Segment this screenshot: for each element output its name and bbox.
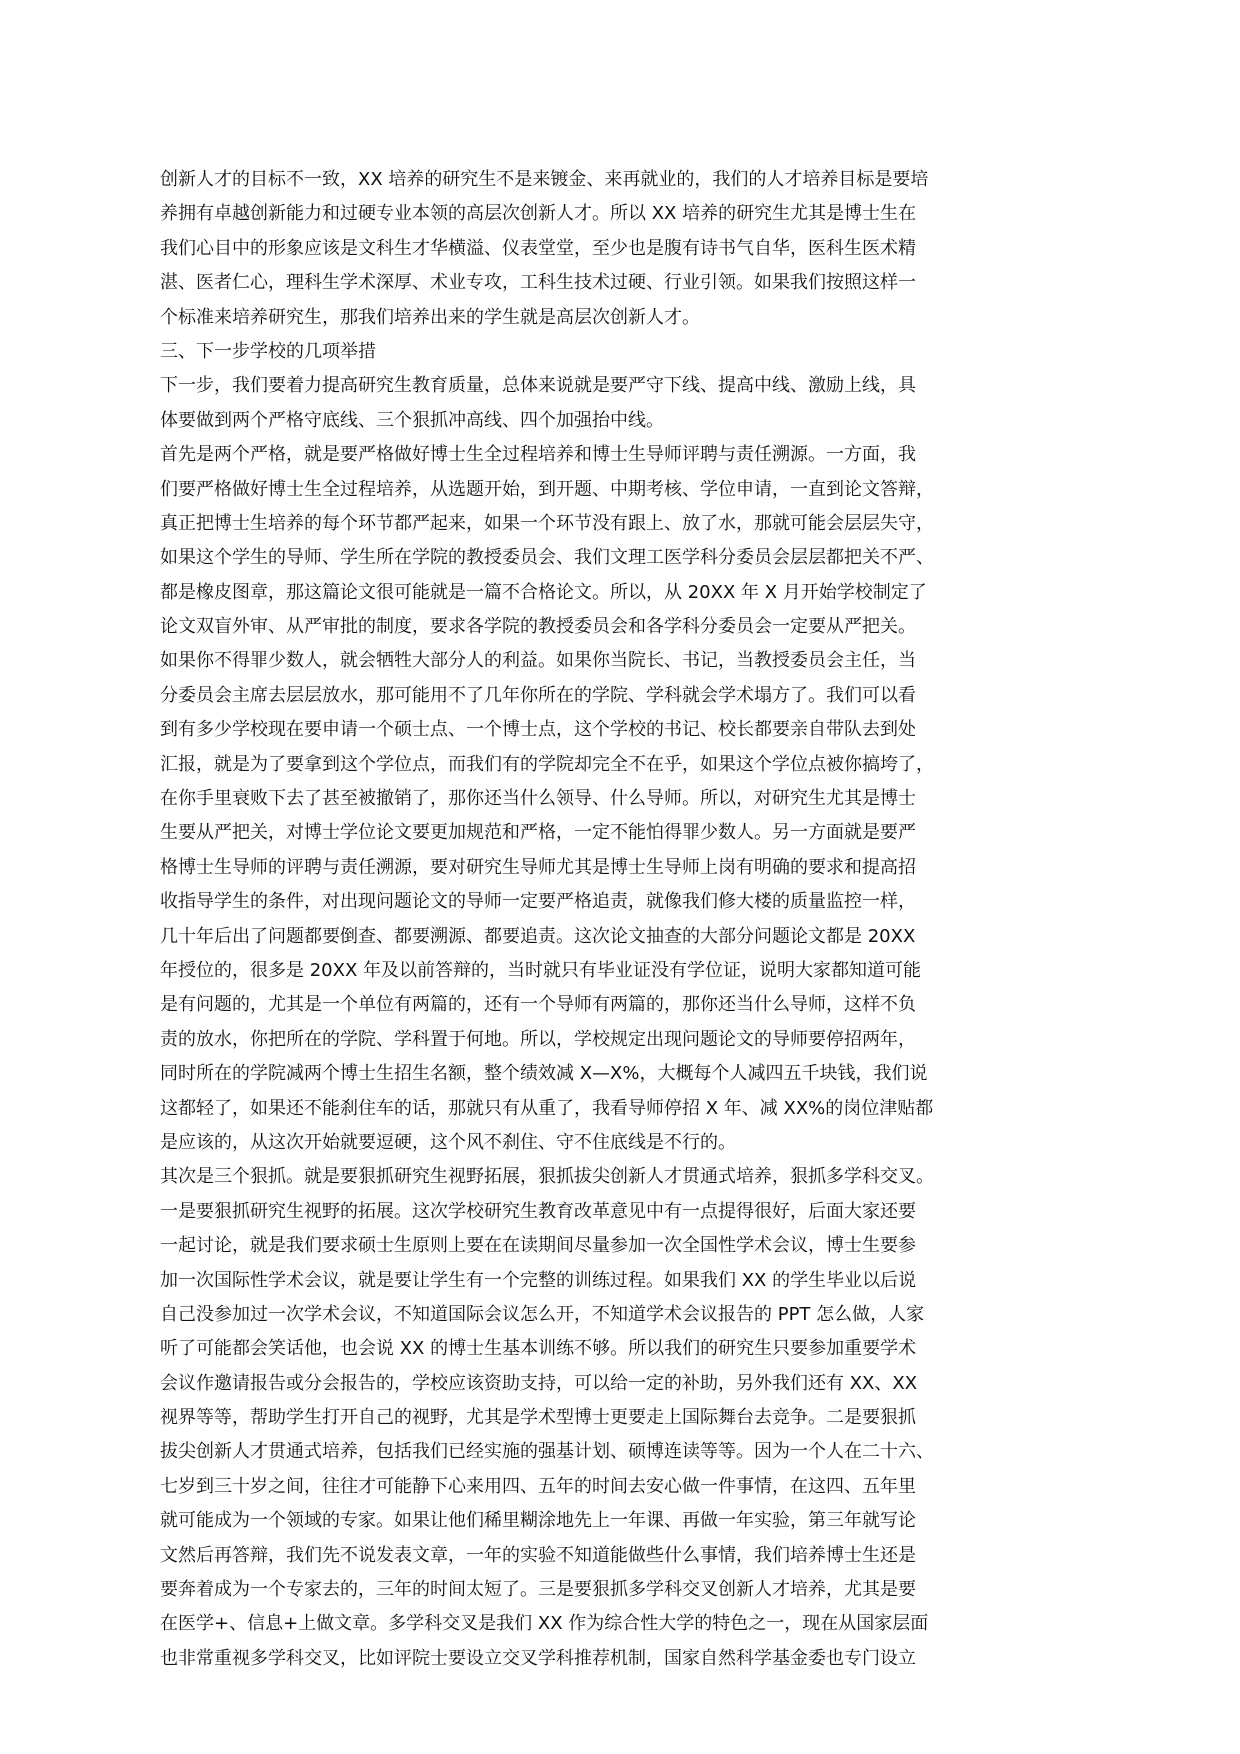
paragraph-line: 七岁到三十岁之间，往往才可能静下心来用四、五年的时间去安心做一件事情，在这四、五年里 bbox=[160, 1475, 916, 1497]
paragraph-line: 汇报，就是为了要拿到这个学位点，而我们有的学院却完全不在乎，如果这个学位点被你搞垮了， bbox=[160, 753, 934, 775]
paragraph-line: 湛、医者仁心，理科生学术深厚、术业专攻，工科生技术过硬、行业引领。如果我们按照这样一 bbox=[160, 272, 916, 294]
paragraph-line: 如果这个学生的导师、学生所在学院的教授委员会、我们文理工医学科分委员会层层都把关不严、 bbox=[160, 547, 934, 569]
paragraph-line: 分委员会主席去层层放水，那可能用不了几年你所在的学院、学科就会学术塌方了。我们可以看 bbox=[160, 684, 916, 706]
paragraph-line: 这都轻了，如果还不能刹住车的话，那就只有从重了，我看导师停招 X 年、减 XX%的岗位津贴都 bbox=[160, 1097, 934, 1119]
paragraph bbox=[160, 163, 1100, 335]
document-body bbox=[160, 163, 1100, 1676]
paragraph bbox=[160, 369, 1100, 438]
paragraph-line: 自己没参加过一次学术会议，不知道国际会议怎么开，不知道学术会议报告的 PPT 怎么做，人家 bbox=[160, 1303, 925, 1325]
paragraph-line: 责的放水，你把所在的学院、学科置于何地。所以，学校规定出现问题论文的导师要停招两年， bbox=[160, 1028, 916, 1050]
paragraph-line: 如果你不得罪少数人，就会牺牲大部分人的利益。如果你当院长、书记，当教授委员会主任，当 bbox=[160, 650, 916, 672]
paragraph-line: 我们心目中的形象应该是文科生才华横溢、仪表堂堂，至少也是腹有诗书气自华，医科生医术精 bbox=[160, 237, 916, 259]
paragraph bbox=[160, 438, 1100, 1160]
paragraph-line: 一是要狠抓研究生视野的拓展。这次学校研究生教育改革意见中有一点提得很好，后面大家还要 bbox=[160, 1200, 916, 1222]
paragraph-line: 同时所在的学院减两个博士生招生名额，整个绩效减 X—X%，大概每个人减四五千块钱，我们说 bbox=[160, 1063, 928, 1085]
paragraph-line: 们要严格做好博士生全过程培养，从选题开始，到开题、中期考核、学位申请，一直到论文答辩， bbox=[160, 478, 934, 500]
paragraph-line: 体要做到两个严格守底线、三个狠抓冲高线、四个加强抬中线。 bbox=[160, 409, 664, 431]
paragraph-line: 其次是三个狠抓。就是要狠抓研究生视野拓展，狠抓拔尖创新人才贯通式培养，狠抓多学科交叉。 bbox=[160, 1166, 934, 1188]
paragraph-line: 听了可能都会笑话他，也会说 XX 的博士生基本训练不够。所以我们的研究生只要参加重要学术 bbox=[160, 1338, 917, 1360]
paragraph-line: 拔尖创新人才贯通式培养，包括我们已经实施的强基计划、硕博连读等等。因为一个人在二十六、 bbox=[160, 1441, 934, 1463]
paragraph-line: 论文双盲外审、从严审批的制度，要求各学院的教授委员会和各学科分委员会一定要从严把关。 bbox=[160, 616, 916, 638]
paragraph-line: 就可能成为一个领域的专家。如果让他们稀里糊涂地先上一年课、再做一年实验，第三年就写论 bbox=[160, 1510, 916, 1532]
paragraph-line: 收指导学生的条件，对出现问题论文的导师一定要严格追责，就像我们修大楼的质量监控一样， bbox=[160, 891, 916, 913]
paragraph-line: 文然后再答辩，我们先不说发表文章，一年的实验不知道能做些什么事情，我们培养博士生还是 bbox=[160, 1544, 916, 1566]
paragraph-line: 在你手里衰败下去了甚至被撤销了，那你还当什么领导、什么导师。所以，对研究生尤其是博士 bbox=[160, 788, 916, 810]
paragraph-line: 个标准来培养研究生，那我们培养出来的学生就是高层次创新人才。 bbox=[160, 306, 700, 328]
paragraph-line: 真正把博士生培养的每个环节都严起来，如果一个环节没有跟上、放了水，那就可能会层层失守， bbox=[160, 512, 934, 534]
section-heading bbox=[160, 335, 1100, 369]
paragraph-line: 加一次国际性学术会议，就是要让学生有一个完整的训练过程。如果我们 XX 的学生毕业以后说 bbox=[160, 1269, 917, 1291]
paragraph-line: 到有多少学校现在要申请一个硕士点、一个博士点，这个学校的书记、校长都要亲自带队去到处 bbox=[160, 719, 916, 741]
paragraph-line: 都是橡皮图章，那这篇论文很可能就是一篇不合格论文。所以，从 20XX 年 X 月开始学校制定了 bbox=[160, 581, 927, 603]
paragraph-line: 会议作邀请报告或分会报告的，学校应该资助支持，可以给一定的补助，另外我们还有 XX、XX bbox=[160, 1372, 918, 1394]
paragraph-line: 是有问题的，尤其是一个单位有两篇的，还有一个导师有两篇的，那你还当什么导师，这样不负 bbox=[160, 994, 916, 1016]
paragraph-line: 养拥有卓越创新能力和过硬专业本领的高层次创新人才。所以 XX 培养的研究生尤其是博士生在 bbox=[160, 203, 917, 225]
paragraph-line: 年授位的，很多是 20XX 年及以前答辩的，当时就只有毕业证没有学位证，说明大家都知道可能 bbox=[160, 959, 922, 981]
paragraph-line: 首先是两个严格，就是要严格做好博士生全过程培养和博士生导师评聘与责任溯源。一方面，我 bbox=[160, 444, 916, 466]
paragraph-line: 生要从严把关，对博士学位论文要更加规范和严格，一定不能怕得罪少数人。另一方面就是要严 bbox=[160, 822, 916, 844]
paragraph-line: 是应该的，从这次开始就要逗硬，这个风不刹住、守不住底线是不行的。 bbox=[160, 1131, 736, 1153]
paragraph-line: 下一步，我们要着力提高研究生教育质量，总体来说就是要严守下线、提高中线、激励上线，具 bbox=[160, 375, 916, 397]
paragraph-line: 一起讨论，就是我们要求硕士生原则上要在在读期间尽量参加一次全国性学术会议，博士生要参 bbox=[160, 1235, 916, 1257]
paragraph-line: 要奔着成为一个专家去的，三年的时间太短了。三是要狠抓多学科交叉创新人才培养，尤其是要 bbox=[160, 1579, 916, 1601]
paragraph bbox=[160, 1160, 1100, 1676]
paragraph-line: 在医学+、信息+上做文章。多学科交叉是我们 XX 作为综合性大学的特色之一，现在从国家层面 bbox=[160, 1613, 929, 1635]
paragraph-line: 视界等等，帮助学生打开自己的视野，尤其是学术型博士更要走上国际舞台去竞争。二是要狠抓 bbox=[160, 1407, 916, 1429]
paragraph-line: 几十年后出了问题都要倒查、都要溯源、都要追责。这次论文抽查的大部分问题论文都是 20XX bbox=[160, 925, 916, 947]
heading-line: 三、下一步学校的几项举措 bbox=[160, 340, 376, 362]
paragraph-line: 也非常重视多学科交叉，比如评院士要设立交叉学科推荐机制，国家自然科学基金委也专门设立 bbox=[160, 1647, 916, 1669]
paragraph-line: 创新人才的目标不一致，XX 培养的研究生不是来镀金、来再就业的，我们的人才培养目标是要培 bbox=[160, 169, 929, 190]
paragraph-line: 格博士生导师的评聘与责任溯源，要对研究生导师尤其是博士生导师上岗有明确的要求和提高招 bbox=[160, 856, 916, 878]
